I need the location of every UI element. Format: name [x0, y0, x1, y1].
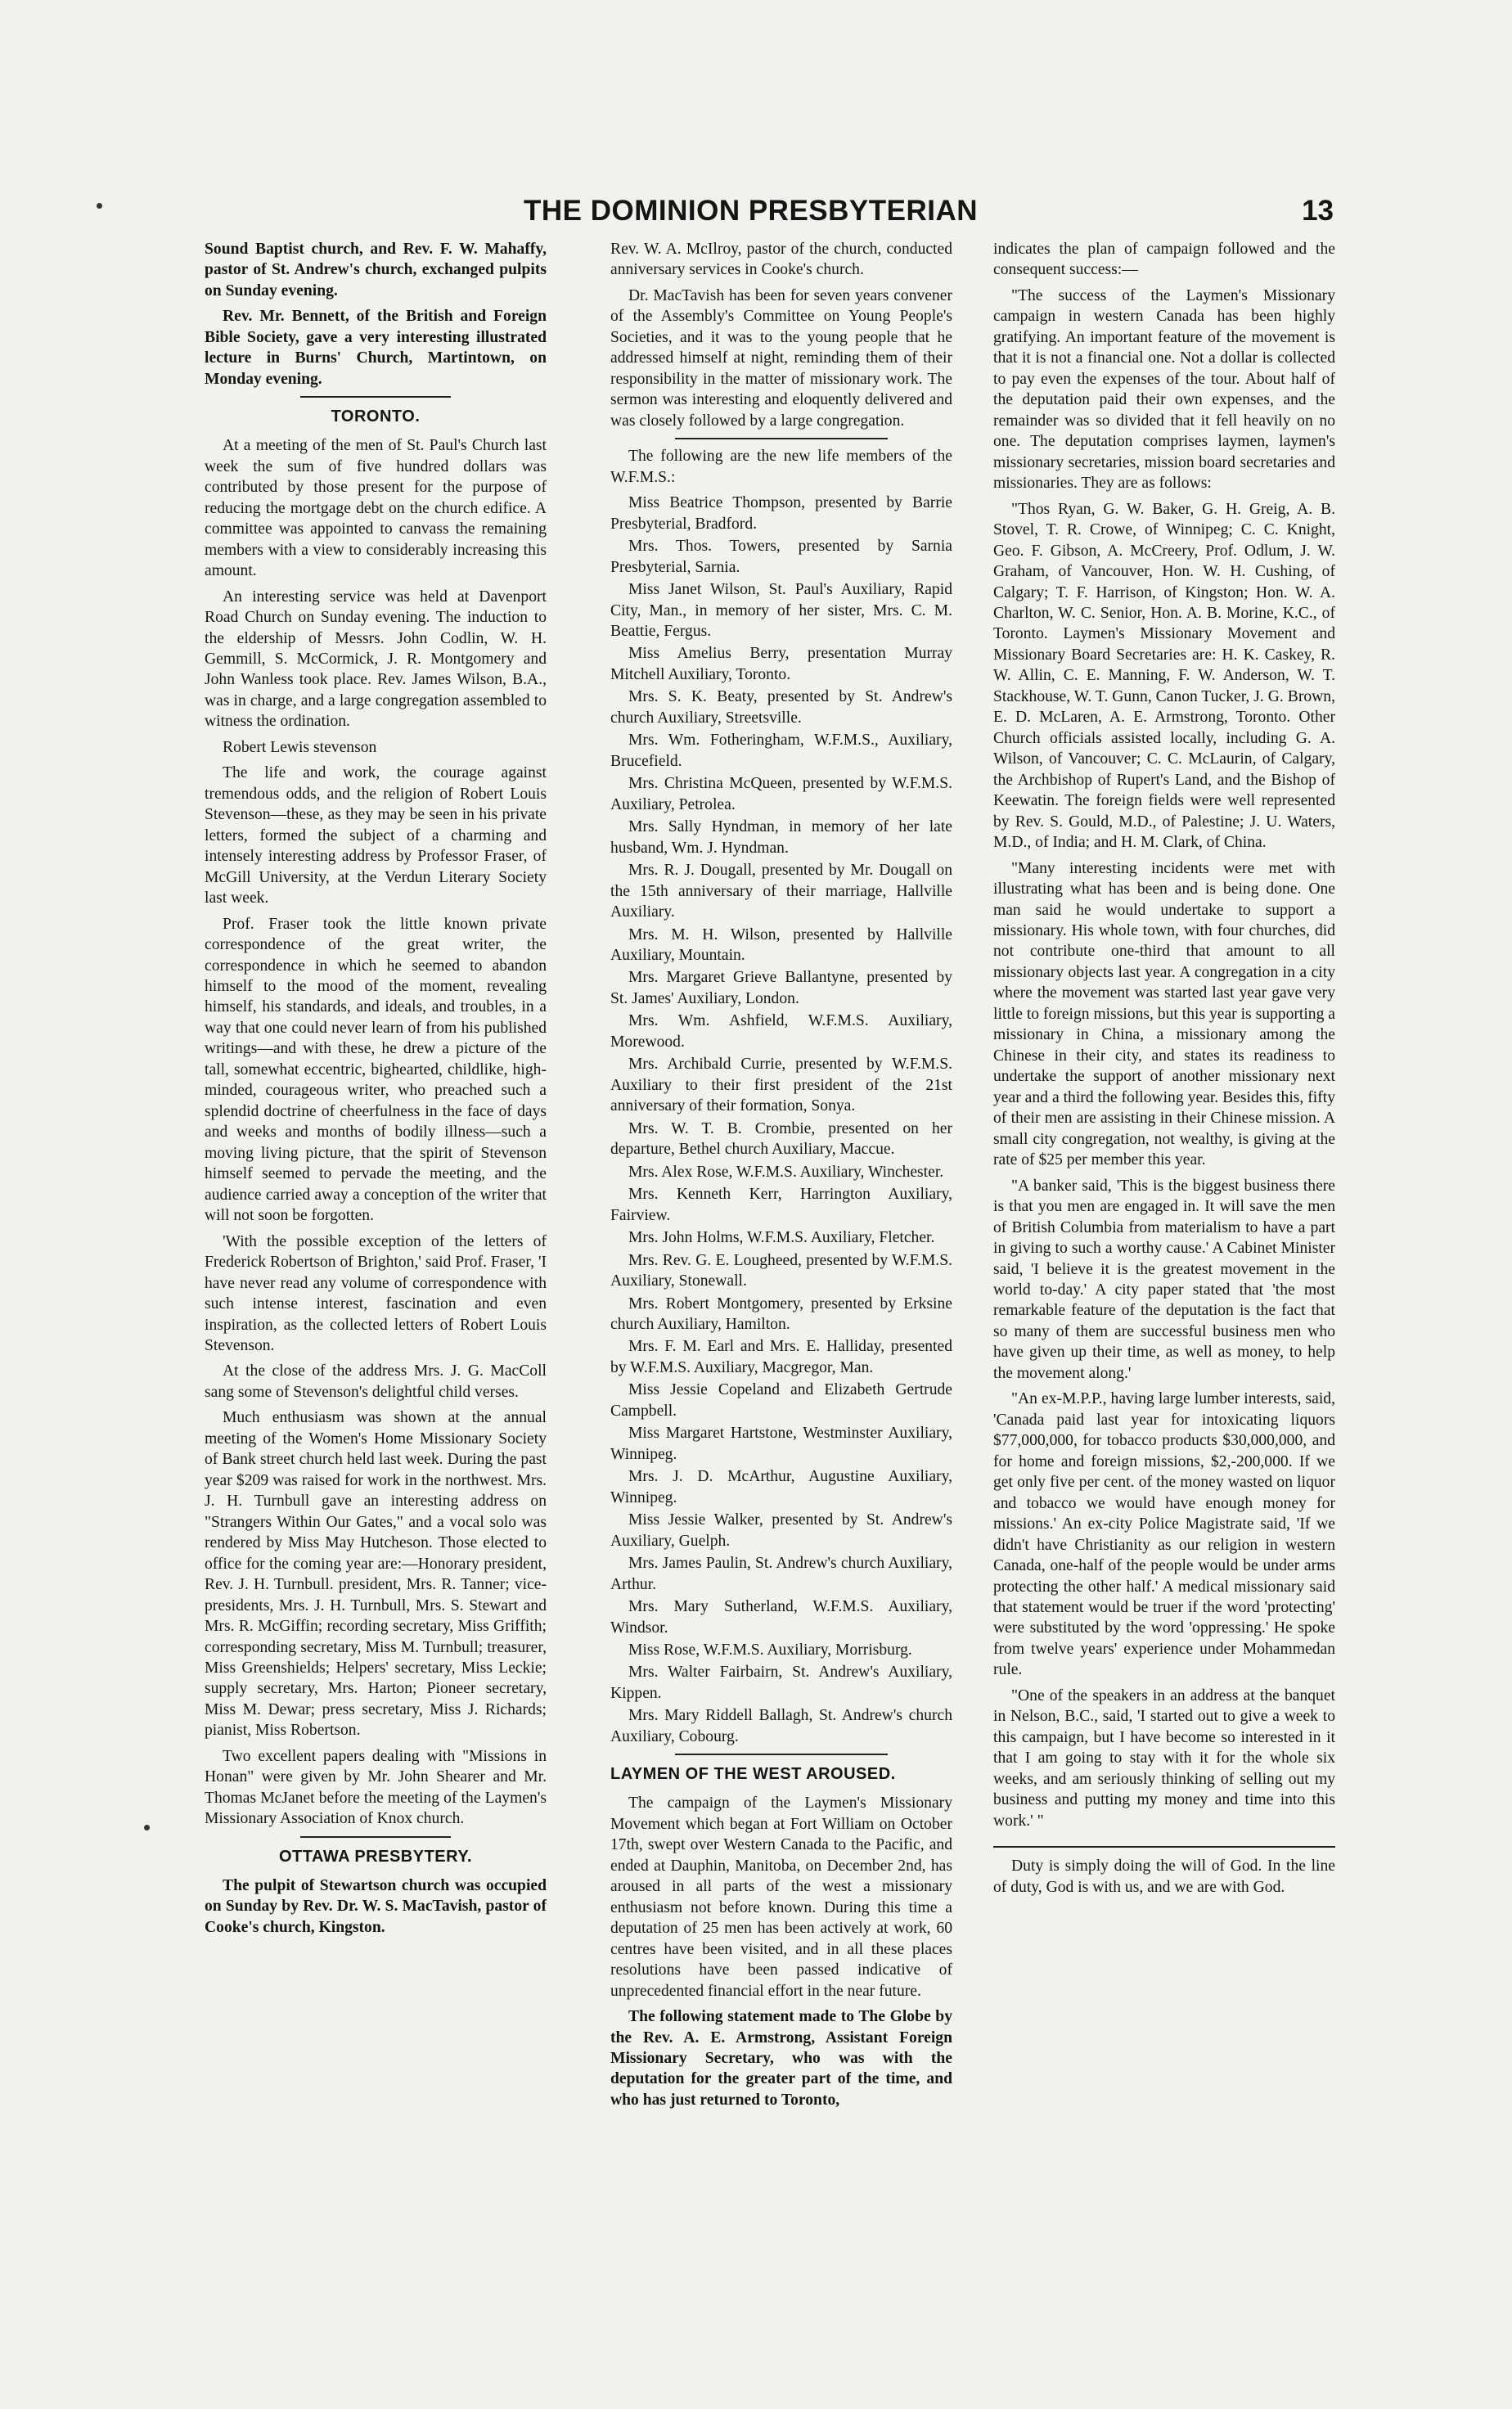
paragraph: Rev. Mr. Bennett, of the British and Foreign Bible Society, gave a very interesting illustrated lecture in Burns' Church, Martintown, on Monday evening.	[205, 308, 547, 388]
paragraph: Dr. MacTavish has been for seven years convener of the Assembly's Committee on Young People's Societies, and it was to the young people that he addressed himself at night, reminding them of their responsibility in the matter of missionary work. The sermon was interesting and eloquently delivered and was closely followed by a large congregation.	[610, 286, 952, 430]
list-item: Mrs. Sally Hyndman, in memory of her late husband, Wm. J. Hyndman.	[610, 818, 952, 857]
list-item: Mrs. Robert Montgomery, presented by Erksine church Auxiliary, Hamilton.	[610, 1295, 952, 1333]
section-heading-toronto: TORONTO.	[331, 408, 421, 426]
list-item: Mrs. J. D. McArthur, Augustine Auxiliary, Winnipeg.	[610, 1468, 952, 1506]
list-item: Mrs. Margaret Grieve Ballantyne, presented by St. James' Auxiliary, London.	[610, 969, 952, 1007]
paragraph: Rev. W. A. McIlroy, pastor of the church, conducted anniversary services in Cooke's church.	[610, 241, 952, 279]
page-header	[196, 195, 1334, 236]
paragraph: "An ex-M.P.P., having large lumber interests, said, 'Canada paid last year for intoxicating liquors $77,000,000, for tobacco products $30,000,000, and for home and foreign missions, $2,-200,000. If we get only five per cent. of the money wasted on liquor and tobacco we would have enough money for missions.' An ex-city Police Magistrate said, 'If we didn't have Christianity as our religion in western Canada, one-half of the people would be under arms protecting the other half.' A medical missionary said that statement would be truer if the word 'protecting' were substituted by the word 'oppressing.' He spoke from twelve years' experience under Mohammedan rule.	[993, 1390, 1335, 1679]
list-item: Miss Janet Wilson, St. Paul's Auxiliary, Rapid City, Man., in memory of her sister, Mrs. C. M. Beattie, Fergus.	[610, 581, 952, 640]
list-item: Mrs. Mary Riddell Ballagh, St. Andrew's church Auxiliary, Cobourg.	[610, 1707, 952, 1745]
paragraph: The following statement made to The Globe by the Rev. A. E. Armstrong, Assistant Foreign Missionary Secretary, who was with the deputation for the greater part of the time, and who has just returned to Toronto,	[610, 2008, 952, 2109]
section-divider	[300, 1836, 451, 1838]
paragraph: "A banker said, 'This is the biggest business there is that you men are engaged in. It will save the men of British Columbia from materialism to have a part in giving to such a worthy cause.' A Cabinet Minister said, 'I believe it is the greatest movement in the world to-day.' A city paper stated that 'the most remarkable feature of the deputation is the fact that so many of them are successful business men who have given up their time, as well as money, to help the movement along.'	[993, 1177, 1335, 1382]
list-item: Miss Jessie Walker, presented by St. Andrew's Auxiliary, Guelph.	[610, 1511, 952, 1550]
margin-mark	[144, 1825, 150, 1830]
section-divider	[675, 438, 887, 439]
section-heading-laymen: LAYMEN OF THE WEST AROUSED.	[610, 1765, 896, 1784]
life-members-list	[610, 493, 952, 1747]
list-item: Miss Rose, W.F.M.S. Auxiliary, Morrisburg.	[628, 1641, 912, 1659]
list-item: Mrs. James Paulin, St. Andrew's church Auxiliary, Arthur.	[610, 1555, 952, 1593]
column-2	[610, 239, 952, 2301]
paragraph: "Many interesting incidents were met with illustrating what has been and is being done. One man said he would undertake to support a missionary. His whole town, with four churches, did not contribute one-third that amount to all missionary objects last year. A congregation in a city where the movement was started last year gave very little to foreign missions, but this year is supporting a missionary in China, a missionary among the Chinese in their city, and states its readiness to undertake the support of another missionary next year and a third the following year. Besides this, fifty of their men are assisting in their Chinese mission. A small city congregation, not wealthy, is giving at the rate of $25 per member this year.	[993, 859, 1335, 1169]
list-item: Miss Beatrice Thompson, presented by Barrie Presbyterial, Bradford.	[610, 494, 952, 533]
paragraph: "Thos Ryan, G. W. Baker, G. H. Greig, A. B. Stovel, T. R. Crowe, of Winnipeg; C. C. Knight, Geo. F. Gibson, A. McCreery, Prof. Odlum, J. W. Graham, of Vancouver, Hon. W. H. Cushing, of Calgary; T. F. Harrison, of Kingston; Hon. W. A. Charlton, W. C. Senior, Hon. A. B. Morine, K.C., of Toronto. Laymen's Missionary Movement and Missionary Board Secretaries are: H. K. Caskey, R. W. Allin, C. E. Manning, F. W. Anderson, W. T. Stackhouse, W. T. Gunn, Canon Tucker, J. G. Brown, E. D. McLaren, A. E. Armstrong, Toronto. Other Church officials assisted locally, including G. A. Wilson, of Vancouver; C. C. McLaurin, of Calgary, the Archbishop of Rupert's Land, and the Bishop of Keewatin. The foreign fields were well represented by Rev. S. Gould, M.D., of Palestine; J. U. Waters, M.D., of India; and H. M. Clark, of China.	[993, 500, 1335, 852]
margin-mark	[97, 203, 102, 209]
list-item: Miss Amelius Berry, presentation Murray Mitchell Auxiliary, Toronto.	[610, 645, 952, 683]
publication-title: THE DOMINION PRESBYTERIAN	[524, 195, 979, 227]
paragraph: An interesting service was held at Davenport Road Church on Sunday evening. The induction to the eldership of Messrs. John Codlin, W. H. Gemmill, S. McCormick, J. R. Montgomery and John Wanless took place. Rev. James Wilson, B.A., was in charge, and a large congregation assembled to witness the ordination.	[205, 588, 547, 731]
paragraph: The pulpit of Stewartson church was occupied on Sunday by Rev. Dr. W. S. MacTavish, pastor of Cooke's church, Kingston.	[205, 1876, 547, 1936]
list-item: Miss Jessie Copeland and Elizabeth Gertrude Campbell.	[610, 1381, 952, 1420]
column-1	[205, 239, 547, 2301]
list-item: Mrs. Wm. Fotheringham, W.F.M.S., Auxiliary, Brucefield.	[610, 732, 952, 770]
section-heading-ottawa: OTTAWA PRESBYTERY.	[278, 1847, 473, 1866]
paragraph: indicates the plan of campaign followed and the consequent success:—	[993, 241, 1335, 279]
list-item: Mrs. M. H. Wilson, presented by Hallville Auxiliary, Mountain.	[610, 925, 952, 964]
list-item: Mrs. Mary Sutherland, W.F.M.S. Auxiliary, Windsor.	[610, 1598, 952, 1637]
section-divider	[675, 1754, 887, 1755]
list-item: Mrs. Alex Rose, W.F.M.S. Auxiliary, Winchester.	[628, 1163, 944, 1181]
list-item: Mrs. Thos. Towers, presented by Sarnia Presbyterial, Sarnia.	[610, 538, 952, 576]
list-item: Mrs. F. M. Earl and Mrs. E. Halliday, presented by W.F.M.S. Auxiliary, Macgregor, Man.	[610, 1338, 952, 1376]
paragraph: The campaign of the Laymen's Missionary Movement which began at Fort William on October 17th, swept over Western Canada to the Pacific, and ended at Dauphin, Manitoba, on December 2nd, has aroused in all parts of the west a missionary enthusiasm not before known. During this time a deputation of 25 men has been actively at work, 60 centres have been visited, and in all these places resolutions have been passed indicative of unprecedented financial effort in the near future.	[610, 1794, 952, 2000]
list-item: Mrs. John Holms, W.F.M.S. Auxiliary, Fletcher.	[628, 1229, 935, 1247]
list-item: Mrs. Rev. G. E. Lougheed, presented by W.F.M.S. Auxiliary, Stonewall.	[610, 1251, 952, 1290]
column-3	[993, 239, 1335, 2260]
page-number: 13	[1302, 195, 1334, 227]
paragraph: "One of the speakers in an address at the banquet in Nelson, B.C., said, 'I started out to give a week to this campaign, but I have become so interested in it that I am going to stay with it for the whole six weeks, and am seriously thinking of selling out my business and putting my money and time into this work.' "	[993, 1686, 1335, 1830]
list-item: Mrs. Kenneth Kerr, Harrington Auxiliary, Fairview.	[610, 1186, 952, 1224]
list-item: Mrs. Christina McQueen, presented by W.F.M.S. Auxiliary, Petrolea.	[610, 775, 952, 813]
paragraph: The following are the new life members of the W.F.M.S.:	[610, 448, 952, 486]
list-item: Mrs. S. K. Beaty, presented by St. Andrew's church Auxiliary, Streetsville.	[610, 688, 952, 727]
list-item: Mrs. Walter Fairbairn, St. Andrew's Auxiliary, Kippen.	[610, 1664, 952, 1702]
paragraph: Sound Baptist church, and Rev. F. W. Mahaffy, pastor of St. Andrew's church, exchanged pulpits on Sunday evening.	[205, 241, 547, 299]
paragraph: Two excellent papers dealing with "Missions in Honan" were given by Mr. John Shearer and Mr. Thomas McJanet before the meeting of the Laymen's Missionary Association of Knox church.	[205, 1747, 547, 1828]
paragraph: At the close of the address Mrs. J. G. MacColl sang some of Stevenson's delightful child verses.	[205, 1362, 547, 1401]
paragraph: "The success of the Laymen's Missionary campaign in western Canada has been highly gratifying. An important feature of the movement is that it is not a financial one. Not a dollar is collected to pay even the expenses of the tour. About half of the deputation paid their own expenses, and the remainder was so divided that it fell heavily on no one. The deputation comprises laymen, laymen's missionary secretaries, mission board secretaries and missionaries. They are as follows:	[993, 286, 1335, 493]
paragraph: Duty is simply doing the will of God. In the line of duty, God is with us, and we are with God.	[993, 1857, 1335, 1896]
list-item: Miss Margaret Hartstone, Westminster Auxiliary, Winnipeg.	[610, 1425, 952, 1463]
section-divider	[993, 1846, 1335, 1848]
paragraph: The life and work, the courage against tremendous odds, and the religion of Robert Louis Stevenson—these, as they may be seen in his private letters, formed the subject of a charming and intensely interesting address by Professor Fraser, of McGill University, at the Verdun Literary Society last week.	[205, 764, 547, 907]
list-item: Mrs. Wm. Ashfield, W.F.M.S. Auxiliary, Morewood.	[610, 1012, 952, 1051]
paragraph: At a meeting of the men of St. Paul's Church last week the sum of five hundred dollars was contributed by those present for the purpose of reducing the mortgage debt on the church edifice. A committee was appointed to canvass the remaining members with a view to considerably increasing this amount.	[205, 437, 547, 580]
sub-heading-stevenson: Robert Lewis stevenson	[223, 738, 377, 756]
list-item: Mrs. Archibald Currie, presented by W.F.M.S. Auxiliary to their first president of the 21st anniversary of their formation, Sonya.	[610, 1056, 952, 1115]
paragraph: 'With the possible exception of the letters of Frederick Robertson of Brighton,' said Prof. Fraser, 'I have never read any volume of correspondence with such intense interest, fascination and even inspiration, as the collected letters of Robert Louis Stevenson.	[205, 1232, 547, 1354]
paragraph: Much enthusiasm was shown at the annual meeting of the Women's Home Missionary Society of Bank street church held last week. During the past year $209 was raised for work in the northwest. Mrs. J. H. Turnbull gave an interesting address on "Strangers Within Our Gates," and a vocal solo was rendered by Miss May Hutcheson. Those elected to office for the coming year are:—Honorary president, Rev. J. H. Turnbull. president, Mrs. R. Tanner; vice-presidents, Mrs. J. H. Turnbull, Mrs. S. Stewart and Mrs. R. McGiffin; recording secretary, Miss Griffith; corresponding secretary, Miss M. Turnbull; treasurer, Miss Greenshields; Helpers' secretary, Miss Leckie; supply secretary, Mrs. Harton; Pioneer secretary, Miss M. Dewar; press secretary, Miss J. Richards; pianist, Miss Robertson.	[205, 1409, 547, 1740]
section-divider	[300, 396, 451, 398]
list-item: Mrs. W. T. B. Crombie, presented on her departure, Bethel church Auxiliary, Maccue.	[610, 1119, 952, 1159]
paragraph: Prof. Fraser took the little known private correspondence of the great writer, the correspondence in which he seemed to abandon himself to the mood of the moment, revealing himself, his standards, and ideals, and troubles, in a way that one could never learn of from his published writings—and with these, he drew a picture of the tall, somewhat eccentric, bighearted, childlike, high-minded, courageous writer, who preached such a splendid doctrine of cheerfulness in the face of days and weeks and months of bodily illness—such a moving living picture, that the spirit of Stevenson himself seemed to pervade the meeting, and the audience carried away a conception of the writer that will not soon be forgotten.	[205, 915, 547, 1225]
list-item: Mrs. R. J. Dougall, presented by Mr. Dougall on the 15th anniversary of their marriage, Hallville Auxiliary.	[610, 862, 952, 921]
